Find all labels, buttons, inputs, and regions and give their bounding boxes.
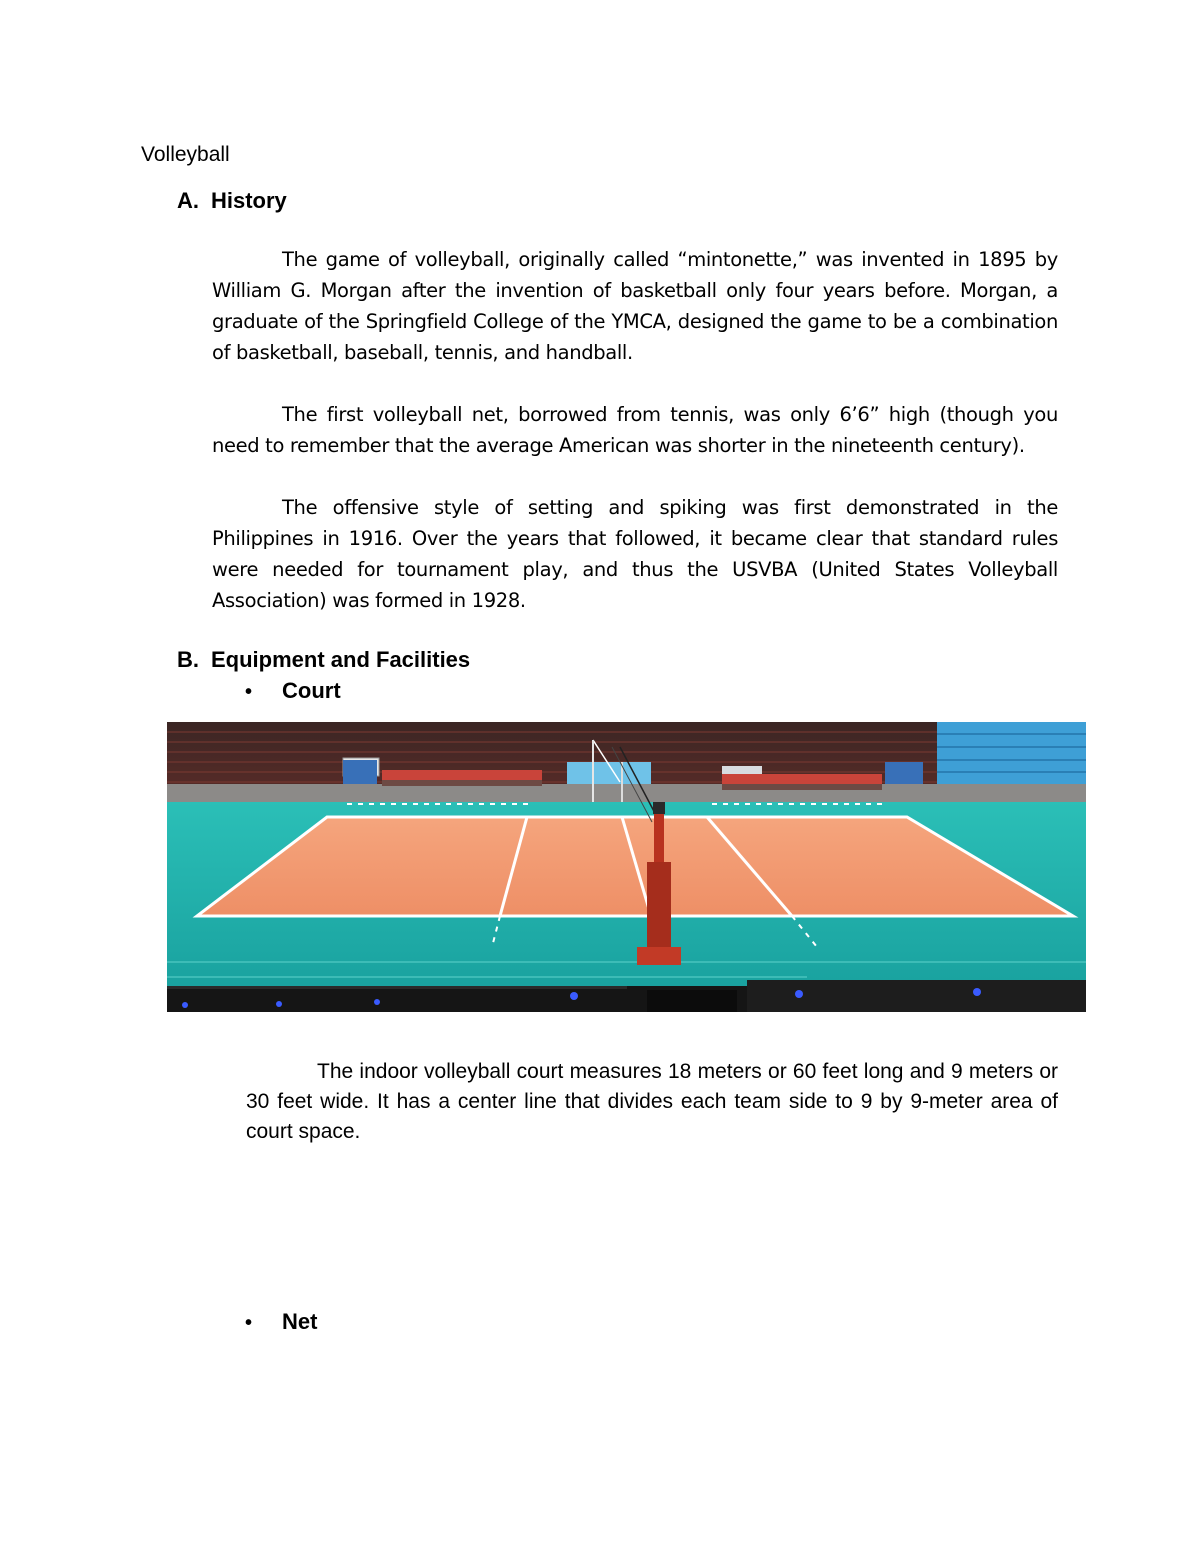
bullet-label-net: Net	[282, 1309, 318, 1334]
section-a-letter: A.	[177, 188, 199, 213]
history-paragraph-2: The first volleyball net, borrowed from tennis, was only 6’6” high (though you need to remember that the average American was shorter in the nineteenth century).	[212, 403, 1058, 457]
document-title: Volleyball	[141, 143, 230, 166]
section-a-title: History	[211, 188, 287, 213]
bullet-item-net	[245, 1309, 317, 1335]
section-a-heading	[177, 188, 287, 214]
section-b-title: Equipment and Facilities	[211, 647, 471, 672]
court-description-paragraph: The indoor volleyball court measures 18 meters or 60 feet long and 9 meters or 30 feet wide. It has a center line that divides each team side to 9 by 9-meter area of court space.	[246, 1060, 1058, 1143]
bullet-label-court: Court	[282, 678, 341, 703]
bullet-item-court	[245, 678, 341, 704]
bullet-dot-icon: •	[245, 1312, 253, 1334]
bullet-dot-icon: •	[245, 681, 253, 703]
section-b-letter: B.	[177, 647, 199, 672]
history-paragraph-3: The offensive style of setting and spiking was first demonstrated in the Philippines in 1916. Over the years that followed, it became clear that standard rules were needed for tournament play, and thus the USVBA (United States Volleyball Association) was formed in 1928.	[212, 496, 1058, 612]
court-photo	[167, 722, 1086, 1012]
section-b-heading	[177, 647, 470, 673]
history-paragraph-1: The game of volleyball, originally called “mintonette,” was invented in 1895 by William G. Morgan after the invention of basketball only four years before. Morgan, a graduate of the Springfield College of the YMCA, designed the game to be a combination of basketball, baseball, tennis, and handball.	[212, 248, 1058, 364]
